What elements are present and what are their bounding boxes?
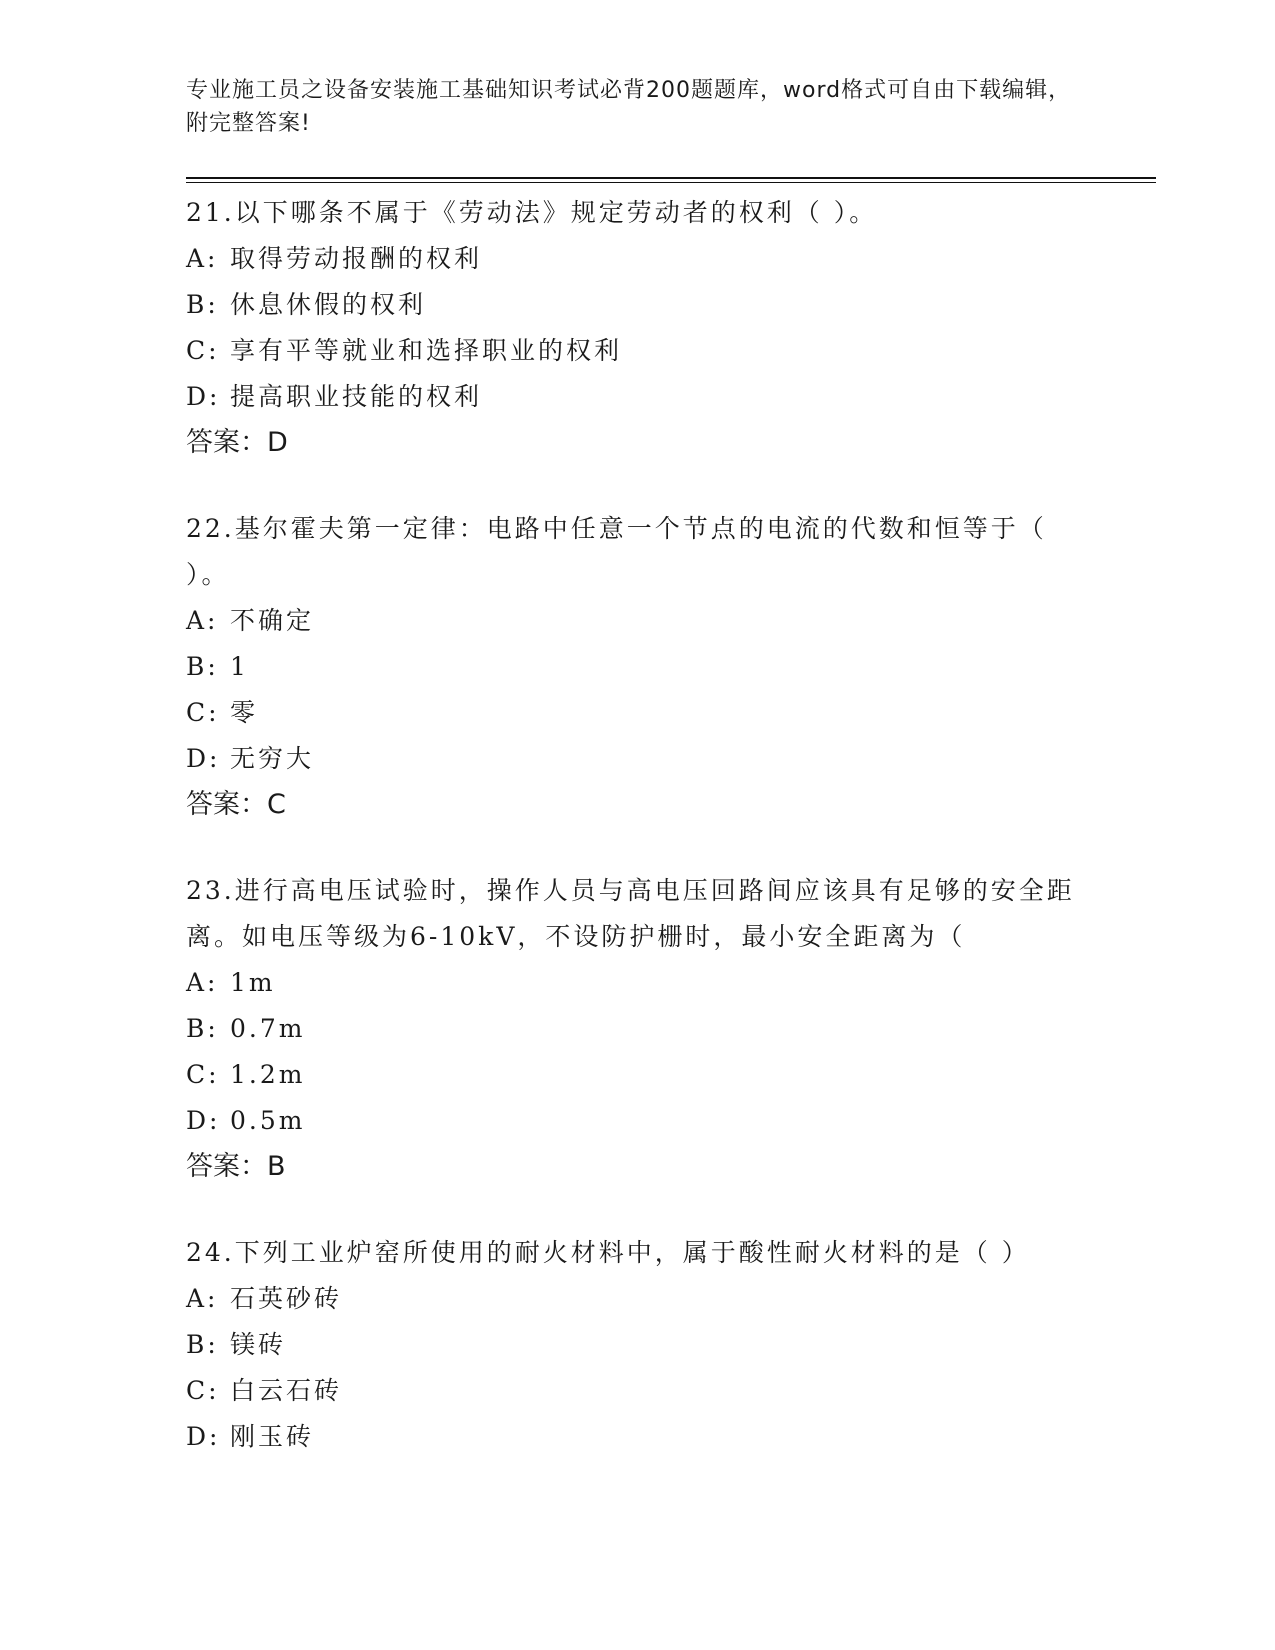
- question-23: [186, 868, 1086, 1190]
- option-key: B:: [186, 652, 219, 681]
- answer-line: 答案：C: [186, 789, 286, 820]
- option-key: B:: [186, 290, 219, 319]
- option-key: A:: [186, 1284, 219, 1313]
- option-a: [186, 960, 1086, 1006]
- option-text: 刚玉砖: [230, 1422, 315, 1451]
- option-key: C:: [186, 698, 220, 727]
- option-key: D:: [186, 1106, 221, 1135]
- option-d: [186, 1414, 1086, 1460]
- option-text: 1m: [230, 968, 276, 997]
- option-b: [186, 282, 1086, 328]
- answer-line: 答案：B: [186, 1151, 286, 1182]
- question-21: [186, 190, 1086, 466]
- question-list: [186, 190, 1086, 1500]
- option-d: [186, 736, 1086, 782]
- option-d: [186, 374, 1086, 420]
- option-key: D:: [186, 382, 221, 411]
- option-key: C:: [186, 1060, 220, 1089]
- document-title: 专业施工员之设备安装施工基础知识考试必背200题题库，word格式可自由下载编辑，附完整答案!: [186, 78, 1072, 136]
- option-text: 取得劳动报酬的权利: [230, 244, 483, 273]
- option-text: 不确定: [230, 606, 315, 635]
- option-key: A:: [186, 244, 219, 273]
- option-text: 镁砖: [230, 1330, 287, 1359]
- option-b: [186, 1322, 1086, 1368]
- option-key: A:: [186, 606, 219, 635]
- option-text: 无穷大: [230, 744, 315, 773]
- option-a: [186, 236, 1086, 282]
- option-b: [186, 1006, 1086, 1052]
- question-22: [186, 506, 1086, 828]
- option-text: 0.5m: [230, 1106, 306, 1135]
- question-24: [186, 1230, 1086, 1460]
- option-b: [186, 644, 1086, 690]
- option-key: A:: [186, 968, 219, 997]
- question-stem: 21.以下哪条不属于《劳动法》规定劳动者的权利（ ）。: [186, 198, 878, 227]
- option-text: 零: [230, 698, 259, 727]
- option-key: C:: [186, 1376, 220, 1405]
- option-c: [186, 690, 1086, 736]
- option-text: 1: [230, 652, 249, 681]
- option-key: B:: [186, 1014, 219, 1043]
- question-stem: 24.下列工业炉窑所使用的耐火材料中，属于酸性耐火材料的是（ ）: [186, 1238, 1030, 1267]
- header-divider-thick: [186, 177, 1156, 179]
- header-divider-thin: [186, 182, 1156, 183]
- option-text: 休息休假的权利: [230, 290, 427, 319]
- option-text: 白云石砖: [230, 1376, 343, 1405]
- option-c: [186, 1368, 1086, 1414]
- option-key: D:: [186, 744, 221, 773]
- option-text: 享有平等就业和选择职业的权利: [230, 336, 623, 365]
- option-text: 1.2m: [230, 1060, 306, 1089]
- option-text: 0.7m: [230, 1014, 306, 1043]
- option-c: [186, 1052, 1086, 1098]
- option-key: C:: [186, 336, 220, 365]
- option-text: 提高职业技能的权利: [230, 382, 483, 411]
- question-stem: 22.基尔霍夫第一定律：电路中任意一个节点的电流的代数和恒等于（ ）。: [186, 514, 1047, 589]
- question-stem: 23.进行高电压试验时，操作人员与高电压回路间应该具有足够的安全距离。如电压等级为6-10kV，不设防护栅时，最小安全距离为（: [186, 876, 1075, 951]
- option-key: D:: [186, 1422, 221, 1451]
- option-text: 石英砂砖: [230, 1284, 343, 1313]
- option-c: [186, 328, 1086, 374]
- option-d: [186, 1098, 1086, 1144]
- option-a: [186, 598, 1086, 644]
- option-a: [186, 1276, 1086, 1322]
- answer-line: 答案：D: [186, 427, 288, 458]
- option-key: B:: [186, 1330, 219, 1359]
